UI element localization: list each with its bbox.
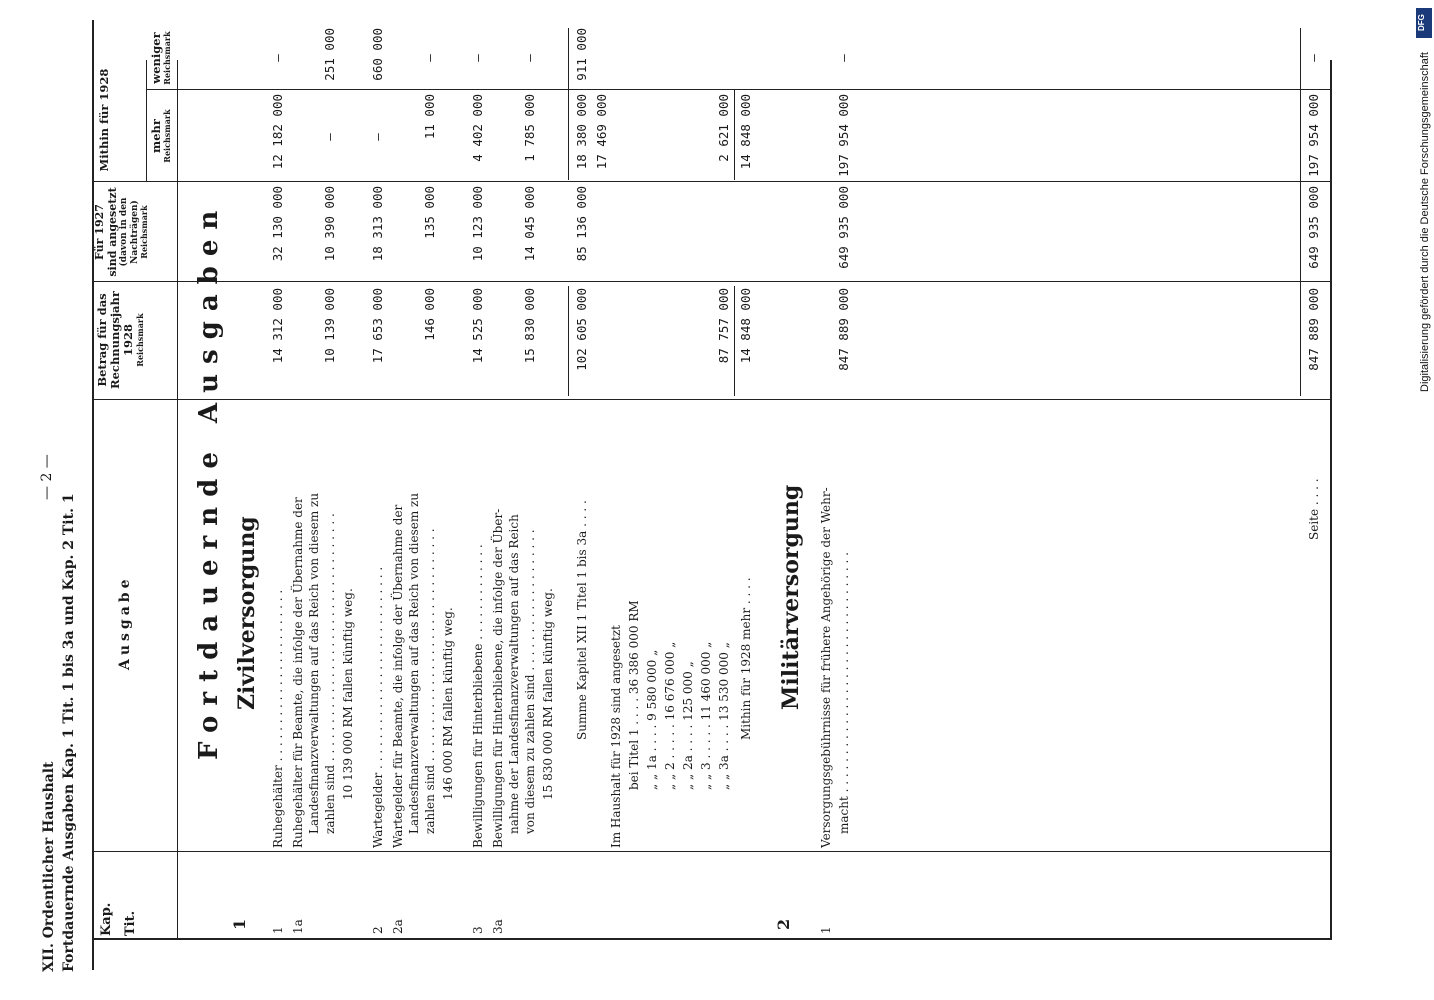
rule-left [92, 938, 1332, 940]
col-kap: Kap. [99, 902, 114, 936]
footer-seite: Seite . . . . [1307, 478, 1321, 540]
breakdown-intro: Im Haushalt für 1928 sind angesetzt [609, 625, 623, 848]
row-weniger: 251 000 [322, 28, 337, 81]
row-mehr: 1 785 000 [522, 94, 537, 162]
rule-bottom [1330, 60, 1332, 940]
rule-top [92, 20, 94, 970]
row-mehr: 197 954 000 [836, 94, 851, 177]
row-tit: 3 [471, 926, 485, 934]
breakdown-total: 87 757 000 [716, 288, 731, 364]
row-text: Wartegelder . . . . . . . . . . . . . . . . . . . . . . . . . . . [371, 566, 385, 848]
col-1927-line-2: sind angesetzt [105, 187, 119, 277]
kap-2-number: 2 [774, 918, 793, 930]
header-line-2: Fortdauernde Ausgaben Kap. 1 Tit. 1 bis 3a und Kap. 2 Tit. 1 [61, 493, 77, 972]
rule-header [177, 60, 178, 940]
breakdown-line: „ „ 2 . . . . . 16 676 000 „ [663, 641, 677, 790]
rule-ausgabe [92, 399, 1332, 400]
row-mehr: 4 402 000 [470, 94, 485, 162]
breakdown-line: „ „ 1a . . . . 9 580 000 „ [645, 649, 659, 790]
row-weniger: — [522, 54, 537, 62]
breakdown-mehr-above: 2 621 000 [716, 94, 731, 162]
col-weniger-unit: Reichsmark [162, 31, 173, 85]
row-weniger: 660 000 [370, 28, 385, 81]
row-mehr: 12 182 000 [270, 94, 285, 170]
row-tit: 3a [491, 919, 505, 934]
footer-rule [1300, 28, 1301, 396]
col-1927 [94, 184, 149, 280]
kap-1-number: 1 [230, 918, 249, 930]
row-1927: 10 123 000 [470, 186, 485, 262]
col-mehr [150, 92, 172, 180]
sum-mehr-1: 18 380 000 [574, 94, 589, 170]
col-mehr-unit: Reichsmark [162, 109, 173, 163]
breakdown-line: „ „ 2a . . . . 125 000 „ [681, 661, 695, 790]
row-betrag: 17 653 000 [370, 288, 385, 364]
col-1927-line-4: Nachträgen) [129, 200, 140, 264]
row-tit: 2a [391, 919, 405, 934]
page-number: — 2 — [39, 454, 55, 500]
breakdown-rule [734, 286, 735, 396]
row-text-line: nahme der Landesfinanzverwaltungen auf das Reich [507, 514, 521, 834]
row-betrag: 15 830 000 [522, 288, 537, 364]
row-1927: 135 000 [422, 186, 437, 239]
breakdown-line: „ „ 3 . . . . . 11 460 000 „ [699, 641, 713, 790]
sum-rule-mithin [568, 28, 569, 180]
breakdown-line: bei Titel 1 . . . . 36 386 000 RM [627, 600, 641, 790]
row-betrag: 847 889 000 [836, 288, 851, 371]
row-text-line: Wartegelder für Beamte, die infolge der Übernahme der [391, 504, 405, 848]
sum-mehr-2: 17 469 000 [594, 94, 609, 170]
col-mithin: Mithin für 1928 [97, 68, 111, 172]
header-line-1: XII. Ordentlicher Haushalt [41, 761, 57, 972]
kap-2-title: Militärversorgung [778, 484, 804, 710]
breakdown-line: „ „ 3a . . . . 13 530 000 „ [717, 642, 731, 790]
footer-weniger: — [1306, 54, 1321, 62]
row-text-line: zahlen sind . . . . . . . . . . . . . . . . . . . . . . . . . . . . . . . . . [323, 513, 337, 834]
row-mehr: — [370, 133, 385, 141]
row-1927: 10 390 000 [322, 186, 337, 262]
watermark-text: Digitalisierung gefördert durch die Deutsche Forschungsgemeinschaft [1419, 52, 1431, 392]
breakdown-mehr-label: Mithin für 1928 mehr . . . . [739, 577, 753, 740]
col-weniger [150, 28, 172, 88]
row-text-note: 146 000 RM fallen künftig weg. [441, 607, 455, 800]
row-weniger: — [470, 54, 485, 62]
row-weniger: — [270, 54, 285, 62]
row-1927: 14 045 000 [522, 186, 537, 262]
row-1927: 32 130 000 [270, 186, 285, 262]
sum-weniger: 911 000 [574, 28, 589, 81]
sum-rule [568, 286, 569, 396]
col-mehr-label: mehr [149, 119, 163, 153]
row-text-line: Versorgungsgebührnisse für frühere Angehörige der Wehr- [819, 487, 833, 848]
row-tit: 1 [271, 926, 285, 934]
row-tit: 1a [291, 919, 305, 934]
row-1927: 649 935 000 [836, 186, 851, 269]
section-title: Fortdauernde Ausgaben [194, 200, 224, 760]
kap-1-title: Zivilversorgung [234, 516, 260, 710]
row-betrag: 14 525 000 [470, 288, 485, 364]
row-mehr: — [322, 133, 337, 141]
row-text-line: Landesfinanzverwaltungen auf das Reich von diesem zu [307, 492, 321, 834]
row-text: Ruhegehälter . . . . . . . . . . . . . . . . . . . . . . . [271, 589, 285, 848]
row-tit: 1 [819, 926, 833, 934]
col-weniger-label: weniger [149, 32, 163, 84]
dfg-logo-text: DFG [1417, 14, 1426, 31]
row-text-line: Landesfinanzverwaltungen auf das Reich von diesem zu [407, 492, 421, 834]
col-tit: Tit. [123, 910, 138, 936]
row-weniger: — [836, 54, 851, 62]
row-mehr: 11 000 [422, 94, 437, 140]
col-ausgabe: Ausgabe [117, 575, 133, 670]
col-betrag [96, 284, 145, 396]
col-betrag-unit: Reichsmark [134, 313, 145, 367]
breakdown-mehr-col: 14 848 000 [738, 94, 753, 170]
col-1927-unit: Reichsmark [138, 205, 149, 259]
rule-mithin [146, 60, 147, 182]
sum-label: Summe Kapitel XII 1 Titel 1 bis 3a . . . . [575, 500, 589, 740]
col-1927-line-1: Für 1927 [93, 204, 106, 260]
rule-betrag [92, 281, 1332, 282]
rule-mehr [146, 89, 1332, 90]
sum-betrag: 102 605 000 [574, 288, 589, 371]
footer-betrag: 847 889 000 [1306, 288, 1321, 371]
row-weniger: — [422, 54, 437, 62]
col-betrag-line-1: Betrag für das [95, 293, 109, 387]
row-betrag: 146 000 [422, 288, 437, 341]
dfg-logo [1416, 8, 1432, 38]
row-betrag: 10 139 000 [322, 288, 337, 364]
rule-1927 [92, 181, 1332, 182]
row-text-note: 10 139 000 RM fallen künftig weg. [341, 588, 355, 800]
sum-1927: 85 136 000 [574, 186, 589, 262]
row-betrag: 14 312 000 [270, 288, 285, 364]
footer-mehr: 197 954 000 [1306, 94, 1321, 177]
row-tit: 2 [371, 926, 385, 934]
col-1927-line-3: (davon in den [119, 197, 130, 267]
breakdown-mehr-betrag: 14 848 000 [738, 288, 753, 364]
col-betrag-line-2: Rechnungsjahr [108, 291, 123, 389]
row-text: Bewilligungen für Hinterbliebene . . . . . . . . . . . . . [471, 544, 485, 848]
row-text-line: von diesem zu zahlen sind . . . . . . . . . . . . . . . . . . . [523, 529, 537, 834]
row-text-line: zahlen sind . . . . . . . . . . . . . . . . . . . . . . . . . . . . . . . [423, 528, 437, 834]
breakdown-rule-mehr [734, 90, 735, 180]
row-1927: 18 313 000 [370, 186, 385, 262]
row-text-line: Ruhegehälter für Beamte, die infolge der Übernahme der [291, 497, 305, 848]
row-text-line: macht . . . . . . . . . . . . . . . . . . . . . . . . . . . . . . . . [837, 552, 851, 834]
col-betrag-line-3: 1928 [121, 324, 136, 357]
footer-1927: 649 935 000 [1306, 186, 1321, 269]
rule-kap [92, 851, 1332, 852]
row-text-note: 15 830 000 RM fallen künftig weg. [541, 588, 555, 800]
row-text-line: Bewilligungen für Hinterbliebene, die infolge der Über- [491, 508, 505, 848]
